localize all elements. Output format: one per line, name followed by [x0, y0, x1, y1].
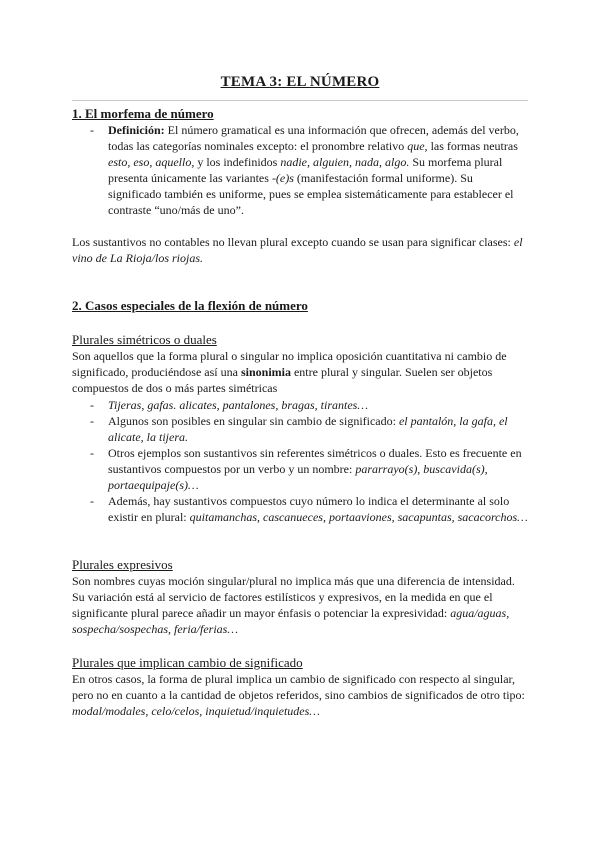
- list-example: pararrayo(s), buscavida(s), portaequipaje(s)…: [108, 462, 488, 492]
- definition-example: -(e)s: [271, 171, 294, 185]
- paragraph-text: Son aquellos que la forma plural o singular no implica oposición cuantitativa ni cambio de significado, produciéndose así una: [72, 349, 507, 379]
- definition-example: nadie, alguien, nada, algo.: [280, 155, 410, 169]
- page-title: TEMA 3: EL NÚMERO: [220, 74, 380, 90]
- definition-text: (manifestación formal uniforme). Su significado también es uniforme, pues se emplea sistemáticamente para establecer el contraste “uno/más de uno”.: [108, 171, 514, 217]
- list-item: [90, 493, 528, 525]
- list-example: Tijeras, gafas. alicates, pantalones, bragas, tirantes…: [108, 398, 369, 412]
- list-text: Otros ejemplos son sustantivos sin referentes simétricos o duales. Esto es frecuente en sustantivos compuestos por un verbo y un nombre:: [108, 446, 522, 476]
- definition-item: [90, 122, 528, 218]
- expresivos-paragraph: [72, 573, 528, 637]
- definition-example: esto, eso, aquello,: [108, 155, 195, 169]
- duales-list: [90, 397, 528, 525]
- paragraph-example: el vino de La Rioja/los riojas.: [72, 235, 523, 265]
- definition-text: El número gramatical es una información que ofrecen, además del verbo, todas las categorías nominales excepto: el pronombre relativo: [108, 123, 519, 153]
- list-example: quitamanchas, cascanueces, portaaviones, sacapuntas, sacacorchos…: [189, 510, 528, 524]
- list-text: Algunos son posibles en singular sin cambio de significado:: [108, 414, 399, 428]
- section-2-heading: 2. Casos especiales de la flexión de número: [72, 298, 308, 313]
- list-item: [90, 445, 528, 493]
- subsection-title-cambio-significado: Plurales que implican cambio de significado: [72, 655, 303, 670]
- definition-text: y los indefinidos: [194, 155, 281, 169]
- subsection-title-expresivos: Plurales expresivos: [72, 557, 173, 572]
- definition-text: Su morfema plural presenta únicamente las variantes: [108, 155, 503, 185]
- paragraph-text: Son nombres cuyas moción singular/plural no implica más que una diferencia de intensidad. Su variación está al servicio de factores estilísticos y expresivos, en la medida en que el significante plural parece añadir un mayor énfasis o potenciar la expresividad:: [72, 574, 515, 620]
- paragraph-text: En otros casos, la forma de plural implica un cambio de significado con respecto al singular, pero no en cuanto a la cantidad de objetos referidos, sino cambios de significados de otro tipo:: [72, 672, 525, 702]
- subsection-title-duales: Plurales simétricos o duales: [72, 332, 217, 347]
- definition-label: Definición:: [108, 123, 165, 137]
- paragraph-text: entre plural y singular. Suelen ser objetos compuestos de dos o más partes simétricas: [72, 365, 493, 395]
- list-item: [90, 413, 528, 445]
- definition-list: [90, 122, 528, 218]
- paragraph-text: Los sustantivos no contables no llevan plural excepto cuando se usan para significar clases:: [72, 235, 514, 249]
- list-item: [90, 397, 528, 413]
- cambio-significado-paragraph: [72, 671, 528, 719]
- definition-example: que,: [407, 139, 428, 153]
- list-text: Además, hay sustantivos compuestos cuyo número lo indica el determinante al solo existir en plural:: [108, 494, 510, 524]
- non-countable-paragraph: [72, 234, 528, 266]
- paragraph-bold-term: sinonimia: [240, 365, 291, 379]
- section-1-heading: 1. El morfema de número: [72, 106, 214, 121]
- definition-text: las formas neutras: [427, 139, 518, 153]
- title-divider: [72, 100, 528, 101]
- paragraph-example: modal/modales, celo/celos, inquietud/inquietudes…: [72, 704, 320, 718]
- paragraph-example: agua/aguas, sospecha/sospechas, feria/ferias…: [72, 606, 510, 636]
- list-example: el pantalón, la gafa, el alicate, la tijera.: [108, 414, 508, 444]
- duales-paragraph: [72, 348, 528, 396]
